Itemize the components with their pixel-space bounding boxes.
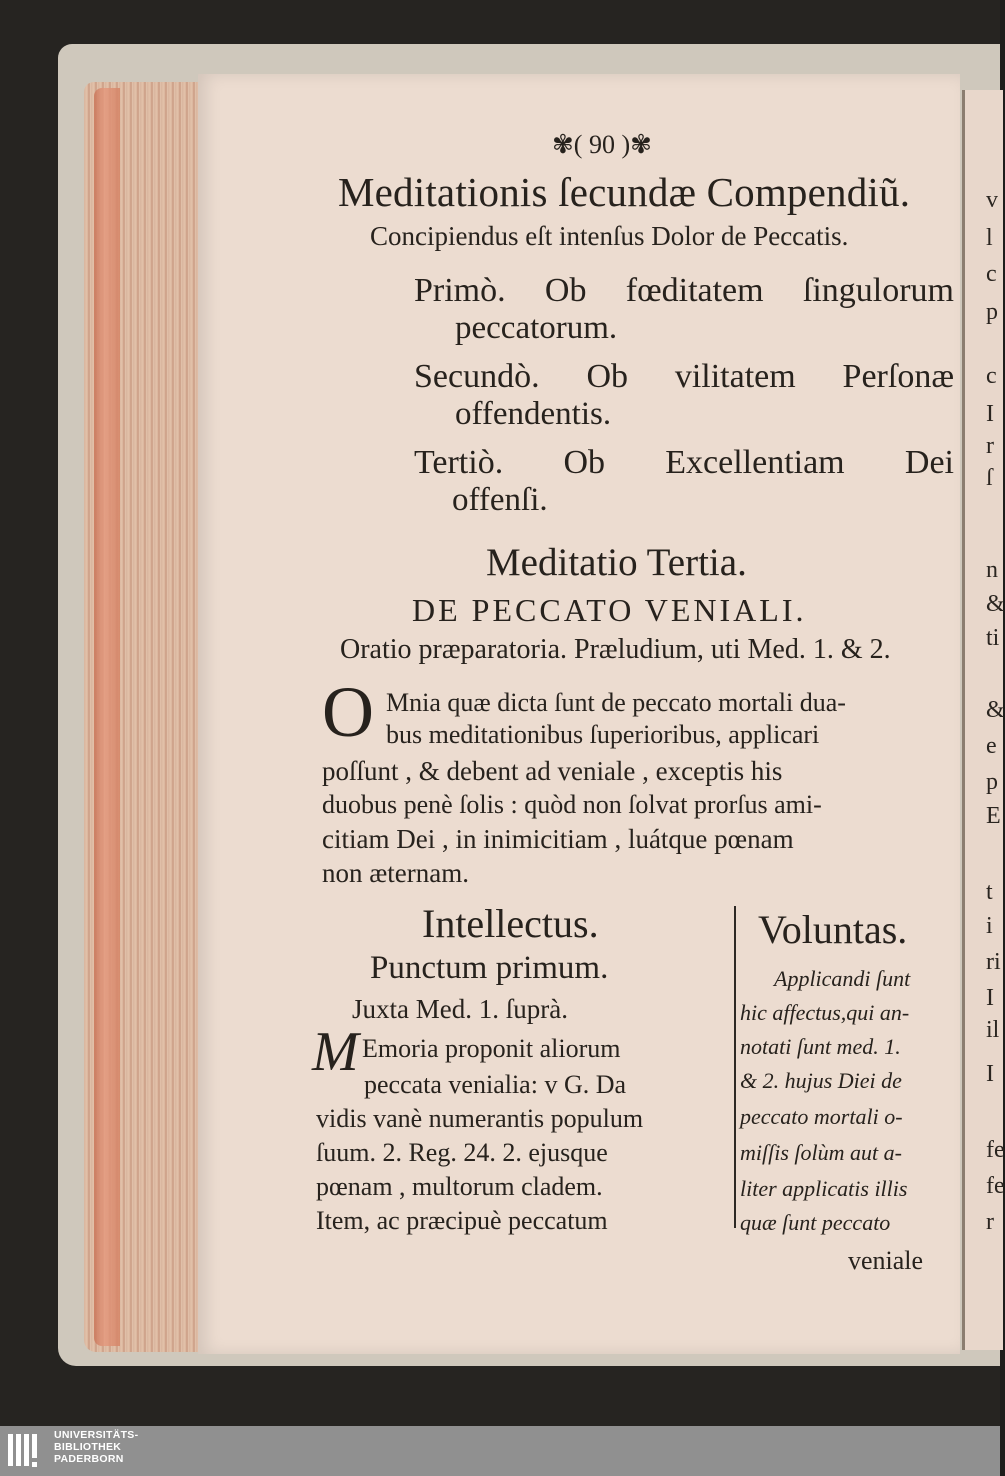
point-word: Tertiò.	[414, 444, 504, 481]
column-line: miſſis ſolùm aut a-	[740, 1140, 902, 1165]
column-line: Applicandi ſunt	[774, 966, 911, 991]
column-line: Item, ac præcipuè peccatum	[316, 1206, 608, 1235]
summary-title: Meditationis ſecundæ Compendiũ.	[338, 169, 911, 215]
facing-page-letter: ri	[986, 949, 1001, 975]
point-continuation: offendentis.	[455, 396, 612, 432]
facing-page-letter: E	[986, 803, 1001, 829]
column-line: hic affectus,qui an-	[740, 1000, 910, 1025]
point-continuation: peccatorum.	[455, 310, 618, 346]
point-word: Excellentiam	[665, 444, 845, 481]
column-heading-voluntas: Voluntas.	[758, 907, 908, 952]
library-logo-icon	[6, 1428, 42, 1472]
facing-page-letter: l	[986, 225, 993, 251]
meditation-title: Meditatio Tertia.	[486, 541, 747, 584]
column-line: ſuum. 2. Reg. 24. 2. ejusque	[316, 1138, 608, 1167]
facing-page-letter: p	[986, 299, 998, 325]
paragraph-line: bus meditationibus ſuperioribus, applicari	[386, 720, 820, 749]
point-line	[414, 444, 954, 482]
column-line: & 2. hujus Diei de	[740, 1068, 902, 1093]
point-line	[414, 358, 954, 396]
facing-page-letter: I	[986, 401, 994, 427]
facing-page-letter: n	[986, 557, 998, 583]
meditation-subtitle: DE PECCATO VENIALI.	[412, 592, 807, 628]
facing-page-letter: I	[986, 985, 994, 1011]
point-word: Perſonæ	[842, 358, 954, 395]
reference-line: Juxta Med. 1. ſuprà.	[352, 994, 568, 1024]
oratio-line: Oratio præparatoria. Præludium, uti Med. 1. & 2.	[340, 634, 891, 665]
point-continuation: offenſi.	[452, 482, 548, 518]
point-word: Secundò.	[414, 358, 540, 395]
facing-page-letter: c	[986, 363, 997, 389]
paragraph-line: Mnia quæ dicta ſunt de peccato mortali dua-	[386, 688, 846, 717]
catchword: veniale	[848, 1246, 924, 1275]
red-page-edge	[94, 88, 120, 1346]
facing-page-letter: &	[986, 591, 1005, 617]
facing-page-letter: &	[986, 697, 1005, 723]
paragraph-line: non æternam.	[322, 858, 469, 888]
facing-page-letter: p	[986, 769, 998, 795]
library-name-line: PADERBORN	[54, 1453, 124, 1465]
paragraph-line: poſſunt , & debent ad veniale , exceptis his	[322, 756, 783, 786]
facing-page-letter: I	[986, 1061, 994, 1087]
point-word: Ob	[563, 444, 606, 481]
column-divider	[734, 906, 736, 1228]
point-word: fœditatem	[625, 272, 764, 309]
column-line: quæ ſunt peccato	[740, 1210, 891, 1235]
point-word: vilitatem	[674, 358, 796, 395]
facing-page-letter: t	[986, 879, 993, 905]
facing-page-letter: fe	[986, 1173, 1005, 1199]
paragraph-line: duobus penè ſolis : quòd non ſolvat prorſus ami-	[322, 790, 822, 819]
library-name-line: UNIVERSITÄTS-	[54, 1429, 139, 1441]
column-heading-intellectus: Intellectus.	[422, 901, 599, 946]
facing-page-letter: ſ	[986, 465, 993, 491]
facing-page-letter: v	[986, 187, 998, 213]
point-word: Dei	[904, 444, 954, 481]
column-line: pœnam , multorum cladem.	[316, 1172, 603, 1201]
column-line: vidis vanè numerantis populum	[316, 1104, 644, 1133]
point-line	[414, 272, 954, 310]
facing-page-letter: e	[986, 733, 997, 759]
paragraph-line: citiam Dei , in inimicitiam , luátque pœnam	[322, 824, 794, 854]
library-footer-bar	[0, 1426, 1000, 1476]
summary-subtitle: Concipiendus eſt intenſus Dolor de Peccatis.	[370, 221, 849, 251]
point-word: Ob	[586, 358, 628, 395]
point-word: ſingulorum	[802, 272, 954, 309]
column-line: peccato mortali o-	[740, 1104, 903, 1129]
facing-page-letter: i	[986, 913, 993, 939]
point-word: Primò.	[414, 272, 506, 309]
facing-page-letter: fe	[986, 1137, 1005, 1163]
facing-page-letter: il	[986, 1017, 1000, 1043]
facing-page-letter: r	[986, 1209, 994, 1235]
facing-page-letter: c	[986, 261, 997, 287]
page-header: ✾( 90 )✾	[552, 130, 652, 159]
column-line: Emoria proponit aliorum	[362, 1034, 621, 1063]
point-word: Ob	[544, 272, 587, 309]
column-line: liter applicatis illis	[740, 1176, 908, 1201]
facing-page-letter: ti	[986, 625, 1000, 651]
column-line: notati ſunt med. 1.	[740, 1034, 901, 1059]
facing-page-letter: r	[986, 433, 994, 459]
punctum-heading: Punctum primum.	[370, 950, 609, 986]
drop-cap: O	[322, 672, 374, 752]
drop-cap: M	[312, 1021, 359, 1083]
library-name	[54, 1429, 138, 1465]
library-name-line: BIBLIOTHEK	[54, 1441, 122, 1453]
column-line: peccata venialia: v G. Da	[364, 1070, 627, 1099]
